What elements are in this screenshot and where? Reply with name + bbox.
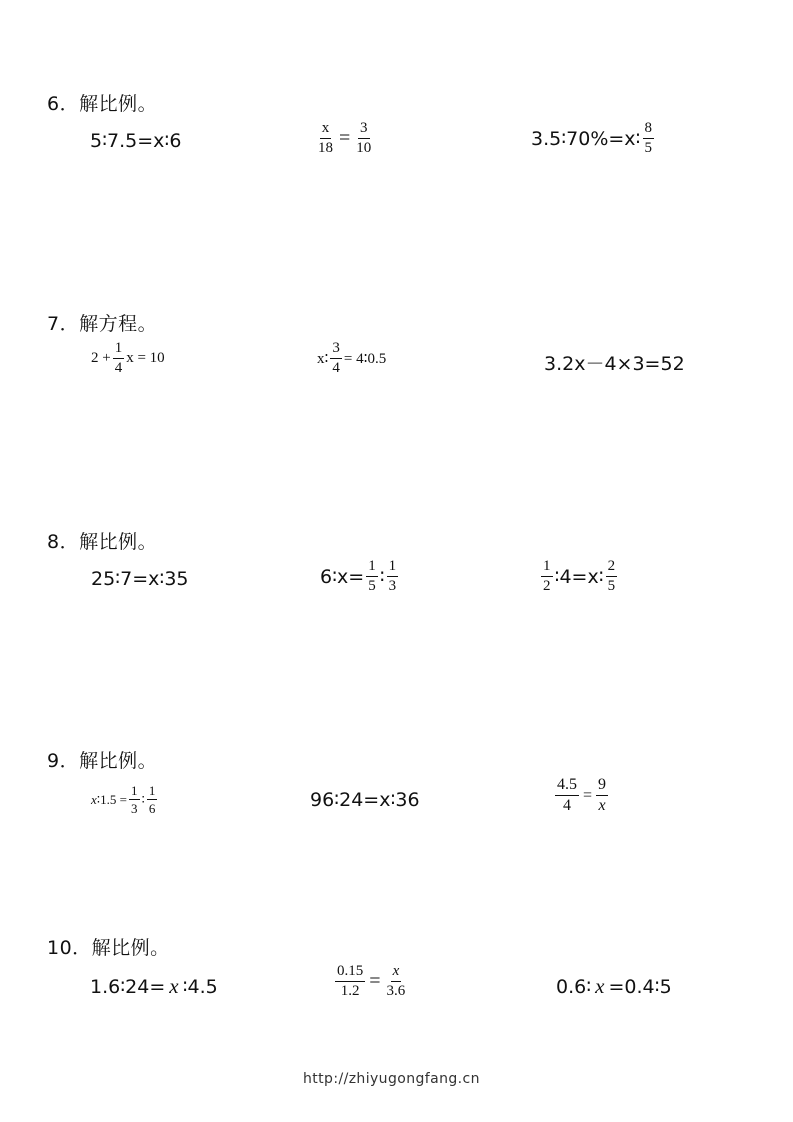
problem-10-3: 0.6∶ x =0.4∶5 <box>556 974 672 998</box>
fraction: $\frac{3}{4}$ <box>332 340 340 376</box>
fraction: $\frac{1}{2}$ <box>543 558 551 594</box>
section-10-title: 10．解比例。 <box>47 937 170 959</box>
fraction: $\frac{1}{4}$ <box>114 340 123 376</box>
fraction: $\frac{9}{x}$ <box>598 776 607 814</box>
problem-6-3: 3.5∶70%=x∶ $\frac{8}{5}$ <box>531 120 653 156</box>
section-6-title: 6．解比例。 <box>47 93 158 115</box>
fraction: $\frac{x}{18}$ <box>318 120 333 156</box>
problem-6-2: $\frac{x}{18}$ = $\frac{3}{10}$ <box>318 120 372 156</box>
problem-8-2: 6∶x= $\frac{1}{5}$ ∶ $\frac{1}{3}$ <box>320 558 397 594</box>
problem-7-1: 2 + $\frac{1}{4}$ x = 10 <box>91 340 165 376</box>
problem-6-1: 5∶7.5=x∶6 <box>90 130 182 152</box>
problem-7-3: 3.2x－4×3=52 <box>544 353 685 375</box>
problem-7-2: x∶ $\frac{3}{4}$ = 4∶0.5 <box>317 340 387 376</box>
fraction: $\frac{1}{3}$ <box>131 783 138 816</box>
fraction: $\frac{1}{6}$ <box>148 783 156 816</box>
fraction: $\frac{x}{3.6}$ <box>386 963 406 999</box>
problem-8-3: $\frac{1}{2}$ ∶4=x∶ $\frac{2}{5}$ <box>543 558 616 594</box>
problem-8-1: 25∶7=x∶35 <box>91 568 189 590</box>
fraction: $\frac{1}{5}$ <box>368 558 376 594</box>
section-7-title: 7．解方程。 <box>47 313 158 335</box>
problem-9-2: 96∶24=x∶36 <box>310 789 420 811</box>
fraction: $\frac{4.5}{4}$ <box>557 776 577 814</box>
problem-9-3: $\frac{4.5}{4}$ = $\frac{9}{x}$ <box>557 776 607 814</box>
fraction: $\frac{1}{3}$ <box>388 558 397 594</box>
section-8-title: 8．解比例。 <box>47 531 158 553</box>
problem-9-1: x ∶1.5 = $\frac{1}{3}$ ∶ $\frac{1}{6}$ <box>91 783 156 816</box>
fraction: $\frac{8}{5}$ <box>644 120 653 156</box>
fraction: $\frac{2}{5}$ <box>607 558 616 594</box>
problem-10-1: 1.6∶24= x ∶4.5 <box>90 974 218 998</box>
problem-10-2: $\frac{0.15}{1.2}$ = $\frac{x}{3.6}$ <box>337 963 406 999</box>
fraction: $\frac{0.15}{1.2}$ <box>337 963 364 999</box>
footer-url[interactable]: http://zhiyugongfang.cn <box>303 1071 480 1087</box>
section-9-title: 9．解比例。 <box>47 750 158 772</box>
fraction: $\frac{3}{10}$ <box>356 120 372 156</box>
